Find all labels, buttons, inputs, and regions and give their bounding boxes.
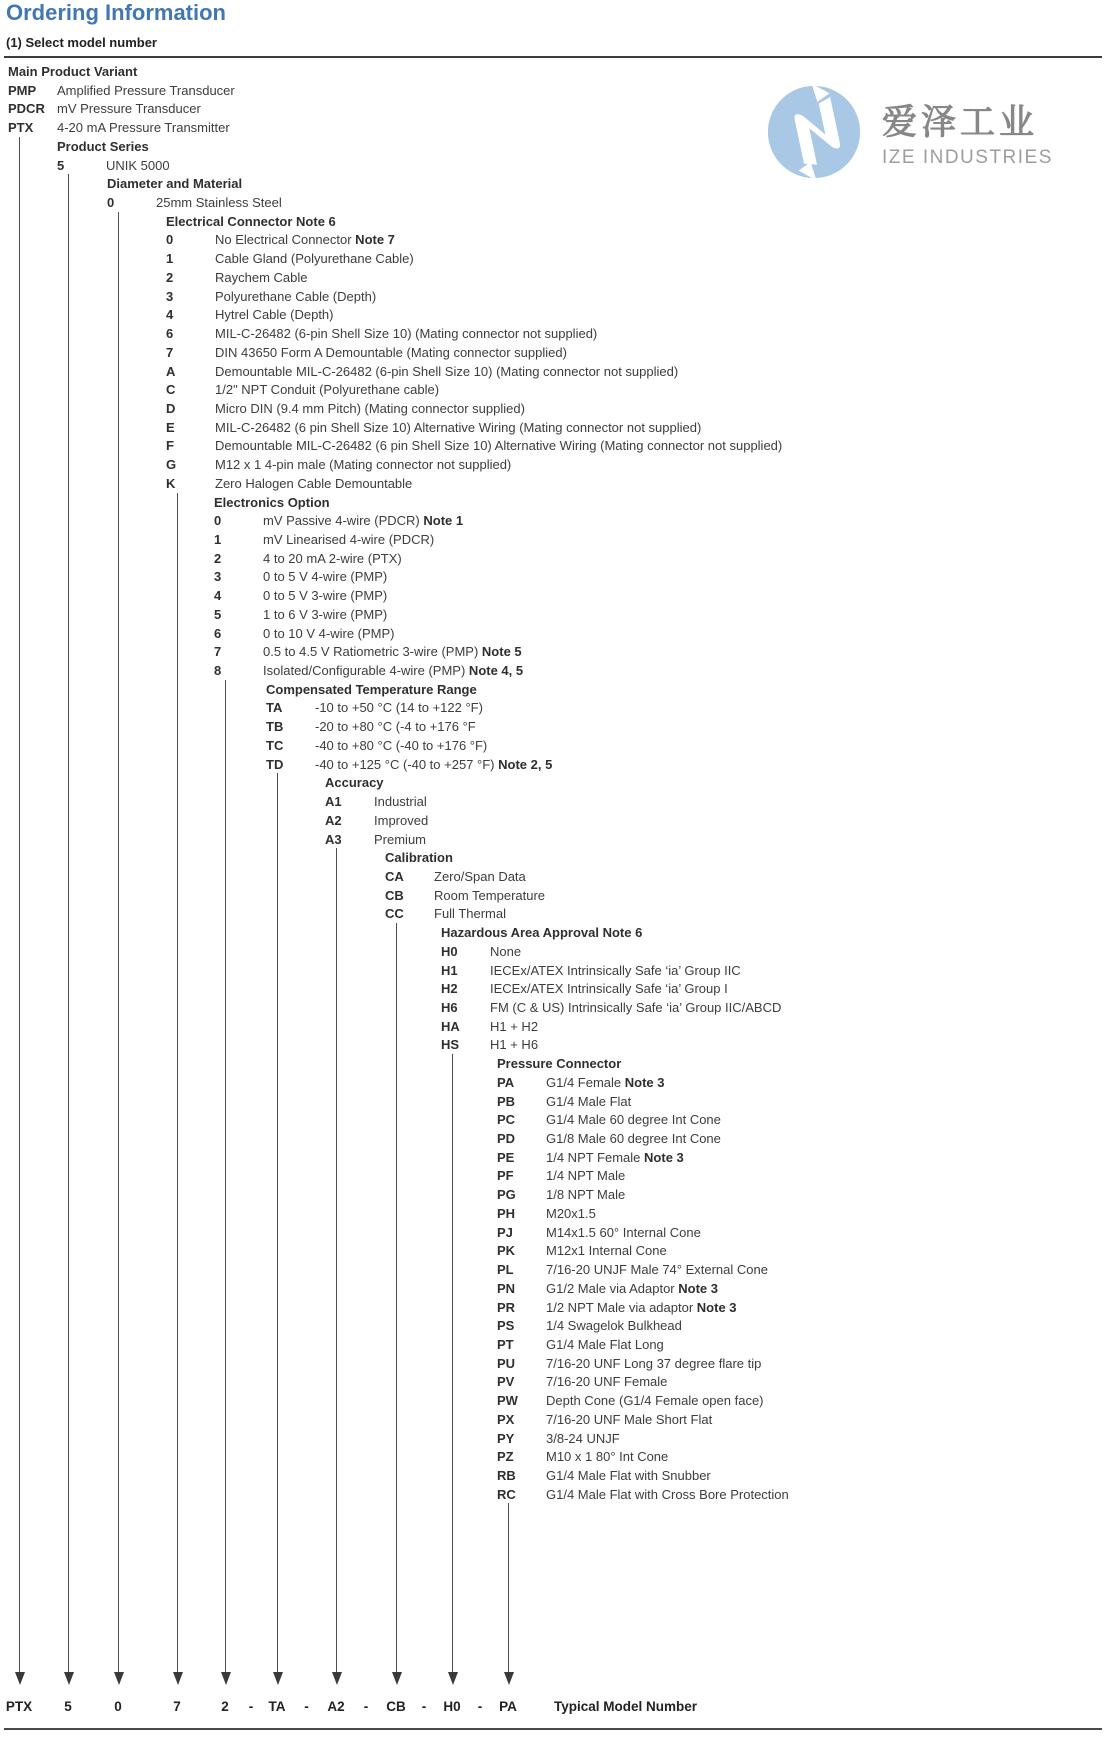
section-header <box>0 176 1108 195</box>
model-code-separator: - <box>304 1699 309 1714</box>
option-row <box>0 158 1108 177</box>
option-description: G1/4 Male Flat with Snubber <box>546 1468 711 1483</box>
option-note: Note 3 <box>621 1074 665 1090</box>
model-code-separator: - <box>477 1699 483 1714</box>
option-row <box>0 1337 1108 1356</box>
option-description: 1/8 NPT Male <box>546 1187 626 1203</box>
option-code: 3 <box>214 569 222 585</box>
option-row <box>0 401 1108 420</box>
section-header <box>0 1056 1108 1075</box>
option-code: PS <box>497 1318 515 1334</box>
option-description: 7/16-20 UNJF Male 74° External Cone <box>546 1262 768 1278</box>
option-description: Full Thermal <box>434 906 507 922</box>
option-row <box>0 532 1108 551</box>
connector-line <box>177 493 178 1672</box>
option-code: A1 <box>325 794 342 810</box>
option-description: 7/16-20 UNF Long 37 degree flare tip <box>546 1355 762 1371</box>
option-row <box>0 1206 1108 1225</box>
option-description: 4 to 20 mA 2-wire (PTX) <box>263 550 402 566</box>
option-row <box>0 551 1108 570</box>
option-description: Premium <box>374 831 427 847</box>
option-row <box>0 1487 1108 1506</box>
section-header-label: Product Series <box>57 138 149 154</box>
option-code: RC <box>497 1486 516 1502</box>
option-description: Polyurethane Cable (Depth) <box>215 288 377 304</box>
option-description: UNIK 5000 <box>106 157 170 173</box>
option-code: 0 <box>166 232 174 248</box>
option-description: Zero Halogen Cable Demountable <box>215 475 413 491</box>
option-note: Note 3 <box>674 1280 718 1296</box>
option-row <box>0 663 1108 682</box>
option-row <box>0 1000 1108 1019</box>
section-header <box>0 682 1108 701</box>
option-code: 4 <box>166 307 174 323</box>
option-code: 6 <box>214 625 222 641</box>
option-row <box>0 757 1108 776</box>
ize-logo-english: IZE INDUSTRIES <box>882 147 1053 168</box>
option-description: M10 x 1 80° Int Cone <box>546 1449 669 1465</box>
model-code-separator: - <box>421 1699 427 1714</box>
down-arrow-icon <box>332 1672 342 1685</box>
option-row <box>0 1131 1108 1150</box>
option-note: Note 4, 5 <box>465 663 524 679</box>
option-code: D <box>166 400 176 416</box>
model-code-segment: 0 <box>114 1699 122 1714</box>
option-row <box>0 1150 1108 1169</box>
option-code: CB <box>385 887 404 903</box>
connector-line <box>508 1503 509 1672</box>
section-header <box>0 64 1108 83</box>
option-row <box>0 1318 1108 1337</box>
option-note: Note 1 <box>419 513 464 529</box>
model-code-separator: - <box>363 1699 369 1714</box>
section-header-label: Electrical Connector Note 6 <box>166 213 336 229</box>
down-arrow-icon <box>392 1672 402 1685</box>
option-code: 4 <box>214 588 222 604</box>
option-code: 5 <box>214 606 222 622</box>
option-description: Isolated/Configurable 4-wire (PMP) Note 4, 5 <box>263 663 524 679</box>
connector-line <box>68 174 69 1672</box>
option-row <box>0 906 1108 925</box>
option-description: 1 to 6 V 3-wire (PMP) <box>263 606 388 622</box>
down-arrow-icon <box>448 1672 458 1685</box>
option-row <box>0 270 1108 289</box>
option-code: PV <box>497 1374 515 1390</box>
option-row <box>0 1300 1108 1319</box>
option-row <box>0 813 1108 832</box>
option-description: MIL-C-26482 (6 pin Shell Size 10) Alternative Wiring (Mating connector not supplied) <box>215 419 702 435</box>
option-row <box>0 1112 1108 1131</box>
option-description: -40 to +80 °C (-40 to +176 °F) <box>315 737 488 753</box>
down-arrow-icon <box>114 1672 124 1685</box>
section-header <box>0 214 1108 233</box>
model-code-segment: 5 <box>64 1699 72 1714</box>
option-row <box>0 588 1108 607</box>
option-row <box>0 832 1108 851</box>
connector-line <box>225 680 226 1672</box>
section-header <box>0 925 1108 944</box>
option-code: PDCR <box>8 101 45 117</box>
option-row <box>0 981 1108 1000</box>
option-code: A2 <box>325 812 342 828</box>
option-row <box>0 1019 1108 1038</box>
option-row <box>0 607 1108 626</box>
option-code: PD <box>497 1131 516 1147</box>
option-code: E <box>166 419 175 435</box>
option-row <box>0 1356 1108 1375</box>
option-code: PK <box>497 1243 516 1259</box>
option-description: 1/4 Swagelok Bulkhead <box>546 1318 682 1334</box>
option-code: 3 <box>166 288 174 304</box>
option-description: Demountable MIL-C-26482 (6-pin Shell Size 10) (Mating connector not supplied) <box>215 363 679 379</box>
option-row <box>0 644 1108 663</box>
connector-line <box>452 1054 453 1672</box>
section-header-label: Main Product Variant <box>8 64 138 79</box>
option-note: Note 5 <box>478 644 522 660</box>
option-row <box>0 1243 1108 1262</box>
option-code: PX <box>497 1411 515 1427</box>
option-row <box>0 120 1108 139</box>
option-code: PG <box>497 1187 516 1203</box>
section-header <box>0 850 1108 869</box>
model-code-segment: 2 <box>221 1699 229 1714</box>
option-code: TB <box>266 719 284 735</box>
option-code: PN <box>497 1280 516 1296</box>
page-title: Ordering Information <box>6 0 226 25</box>
option-description: mV Passive 4-wire (PDCR) Note 1 <box>263 513 464 529</box>
option-row <box>0 307 1108 326</box>
option-code: TA <box>266 700 283 716</box>
option-code: PT <box>497 1336 514 1352</box>
option-note: Note 3 <box>640 1149 684 1165</box>
option-description: Industrial <box>374 794 427 810</box>
option-code: PF <box>497 1168 514 1184</box>
option-description: 1/2" NPT Conduit (Polyurethane cable) <box>215 382 440 398</box>
option-row <box>0 345 1108 364</box>
option-row <box>0 1094 1108 1113</box>
option-code: TC <box>266 737 284 753</box>
option-description: No Electrical Connector Note 7 <box>215 232 395 248</box>
option-code: 2 <box>214 550 222 566</box>
typical-model-number-label: Typical Model Number <box>554 1699 698 1714</box>
option-row <box>0 476 1108 495</box>
option-code: PJ <box>497 1224 513 1240</box>
option-description: Depth Cone (G1/4 Female open face) <box>546 1393 764 1409</box>
option-code: HA <box>441 1018 460 1034</box>
option-code: PMP <box>8 82 37 98</box>
option-code: 5 <box>57 157 65 173</box>
option-description: -20 to +80 °C (-4 to +176 °F <box>315 719 476 735</box>
option-row <box>0 364 1108 383</box>
option-description: Room Temperature <box>434 887 546 903</box>
option-row <box>0 326 1108 345</box>
option-description: 7/16-20 UNF Male Short Flat <box>546 1411 713 1427</box>
option-row <box>0 438 1108 457</box>
option-code: 8 <box>214 663 222 679</box>
section-header-label: Accuracy <box>325 775 384 791</box>
option-description: 25mm Stainless Steel <box>156 195 282 211</box>
option-description: 1/4 NPT Female Note 3 <box>546 1149 684 1165</box>
option-row <box>0 382 1108 401</box>
option-code: 7 <box>214 644 222 660</box>
option-code: PZ <box>497 1449 514 1465</box>
down-arrow-icon <box>221 1672 231 1685</box>
option-description: 4-20 mA Pressure Transmitter <box>57 120 230 136</box>
option-row <box>0 738 1108 757</box>
option-description: G1/4 Male Flat with Cross Bore Protection <box>546 1486 789 1502</box>
connector-line <box>118 212 119 1672</box>
option-row <box>0 83 1108 102</box>
option-row <box>0 794 1108 813</box>
option-description: G1/8 Male 60 degree Int Cone <box>546 1131 721 1147</box>
option-row <box>0 719 1108 738</box>
option-description: 7/16-20 UNF Female <box>546 1374 668 1390</box>
option-description: MIL-C-26482 (6-pin Shell Size 10) (Mating connector not supplied) <box>215 326 598 342</box>
option-description: Zero/Span Data <box>434 868 526 884</box>
option-code: CC <box>385 906 404 922</box>
option-row <box>0 1281 1108 1300</box>
option-description: 0.5 to 4.5 V Ratiometric 3-wire (PMP) Note 5 <box>263 644 522 660</box>
option-code: G <box>166 457 177 473</box>
option-note: Note 2, 5 <box>494 756 553 772</box>
option-code: H0 <box>441 943 458 959</box>
option-code: PL <box>497 1262 514 1278</box>
section-header-label: Pressure Connector <box>497 1056 622 1072</box>
option-description: Raychem Cable <box>215 269 308 285</box>
option-description: -40 to +125 °C (-40 to +257 °F) Note 2, 5 <box>315 756 553 772</box>
option-row <box>0 1468 1108 1487</box>
option-code: PC <box>497 1112 516 1128</box>
step-heading: (1) Select model number <box>6 35 157 50</box>
option-code: PU <box>497 1355 516 1371</box>
option-description: Improved <box>374 812 429 828</box>
model-code-segment: PA <box>499 1699 517 1714</box>
option-description: mV Linearised 4-wire (PDCR) <box>263 532 435 547</box>
option-description: mV Pressure Transducer <box>57 101 201 117</box>
section-header-label: Calibration <box>385 850 453 866</box>
option-row <box>0 232 1108 251</box>
option-code: HS <box>441 1037 460 1053</box>
option-description: None <box>490 943 522 959</box>
option-row <box>0 888 1108 907</box>
option-code: 6 <box>166 326 174 342</box>
option-row <box>0 1168 1108 1187</box>
option-description: M12 x 1 4-pin male (Mating connector not supplied) <box>215 457 512 473</box>
option-row <box>0 626 1108 645</box>
option-code: PW <box>497 1393 518 1409</box>
option-description: G1/4 Male Flat <box>546 1093 632 1109</box>
option-row <box>0 195 1108 214</box>
option-row <box>0 963 1108 982</box>
option-description: 0 to 10 V 4-wire (PMP) <box>263 625 395 641</box>
option-description: 0 to 5 V 4-wire (PMP) <box>263 569 388 585</box>
model-code-segment: PTX <box>5 1699 33 1714</box>
option-code: PH <box>497 1205 516 1221</box>
option-note: Note 7 <box>351 232 395 248</box>
option-description: DIN 43650 Form A Demountable (Mating connector supplied) <box>215 344 567 360</box>
option-code: C <box>166 382 176 398</box>
option-row <box>0 420 1108 439</box>
option-code: F <box>166 438 174 454</box>
option-description: Cable Gland (Polyurethane Cable) <box>215 251 414 267</box>
model-code-segment: 7 <box>173 1699 181 1714</box>
option-description: -10 to +50 °C (14 to +122 °F) <box>315 700 483 716</box>
section-header <box>0 139 1108 158</box>
option-code: H2 <box>441 981 458 997</box>
section-header <box>0 775 1108 794</box>
connector-line <box>19 137 20 1672</box>
option-description: Amplified Pressure Transducer <box>57 82 235 98</box>
option-row <box>0 944 1108 963</box>
option-description: FM (C & US) Intrinsically Safe ‘ia’ Group IIC/ABCD <box>490 1000 782 1015</box>
option-row <box>0 1449 1108 1468</box>
option-description: Demountable MIL-C-26482 (6 pin Shell Size 10) Alternative Wiring (Mating connector not supplied) <box>215 438 783 454</box>
option-code: K <box>166 475 176 491</box>
option-code: H1 <box>441 962 458 978</box>
option-row <box>0 457 1108 476</box>
option-code: 0 <box>214 513 222 529</box>
option-row <box>0 289 1108 308</box>
option-row <box>0 569 1108 588</box>
option-code: 0 <box>107 195 115 211</box>
down-arrow-icon <box>64 1672 74 1685</box>
model-code-segment: CB <box>386 1699 406 1714</box>
option-row <box>0 101 1108 120</box>
option-row <box>0 513 1108 532</box>
option-row <box>0 1374 1108 1393</box>
option-code: 2 <box>166 269 174 285</box>
option-row <box>0 1187 1108 1206</box>
option-note: Note 3 <box>693 1299 737 1315</box>
option-row <box>0 1393 1108 1412</box>
option-row <box>0 700 1108 719</box>
section-header-label: Compensated Temperature Range <box>266 681 477 697</box>
model-code-segment: TA <box>268 1699 286 1714</box>
option-description: Hytrel Cable (Depth) <box>215 307 334 323</box>
option-code: PA <box>497 1074 515 1090</box>
option-row <box>0 1262 1108 1281</box>
option-description: G1/4 Male 60 degree Int Cone <box>546 1112 721 1128</box>
option-row <box>0 1431 1108 1450</box>
option-code: A3 <box>325 831 342 847</box>
option-row <box>0 1225 1108 1244</box>
option-code: PY <box>497 1430 515 1446</box>
section-header-label: Hazardous Area Approval Note 6 <box>441 925 643 941</box>
connector-line <box>396 923 397 1672</box>
down-arrow-icon <box>504 1672 514 1685</box>
bottom-divider <box>4 1728 1102 1730</box>
top-divider <box>4 56 1102 58</box>
option-description: M20x1.5 <box>546 1205 596 1221</box>
option-description: 0 to 5 V 3-wire (PMP) <box>263 588 388 604</box>
option-code: PB <box>497 1093 516 1109</box>
option-code: 1 <box>214 532 222 547</box>
connector-line <box>277 773 278 1672</box>
option-description: G1/4 Male Flat Long <box>546 1336 664 1352</box>
option-code: PE <box>497 1149 515 1165</box>
option-row <box>0 869 1108 888</box>
option-row <box>0 1075 1108 1094</box>
option-description: M14x1.5 60° Internal Cone <box>546 1224 701 1240</box>
option-description: M12x1 Internal Cone <box>546 1243 667 1259</box>
option-code: PR <box>497 1299 516 1315</box>
option-code: 7 <box>166 344 174 360</box>
option-description: G1/2 Male via Adaptor Note 3 <box>546 1280 718 1296</box>
section-header <box>0 495 1108 514</box>
option-description: 1/2 NPT Male via adaptor Note 3 <box>546 1299 737 1315</box>
option-description: 3/8-24 UNJF <box>546 1430 620 1446</box>
model-code-segment: H0 <box>443 1699 461 1714</box>
option-description: 1/4 NPT Male <box>546 1168 626 1184</box>
option-description: Micro DIN (9.4 mm Pitch) (Mating connector supplied) <box>215 400 525 416</box>
section-header-label: Electronics Option <box>214 494 330 510</box>
model-code-segment: A2 <box>327 1699 345 1714</box>
option-code: CA <box>385 868 404 884</box>
down-arrow-icon <box>15 1672 25 1685</box>
section-header-label: Diameter and Material <box>107 176 243 192</box>
option-code: PTX <box>8 120 34 136</box>
option-code: RB <box>497 1468 516 1483</box>
down-arrow-icon <box>273 1672 283 1685</box>
option-row <box>0 1412 1108 1431</box>
option-row <box>0 1037 1108 1056</box>
option-code: H6 <box>441 1000 458 1015</box>
option-description: H1 + H2 <box>490 1018 539 1034</box>
option-code: TD <box>266 756 284 772</box>
option-description: IECEx/ATEX Intrinsically Safe ‘ia’ Group IIC <box>490 962 741 978</box>
option-description: G1/4 Female Note 3 <box>546 1074 665 1090</box>
connector-line <box>336 848 337 1672</box>
down-arrow-icon <box>173 1672 183 1685</box>
option-code: 1 <box>166 251 174 267</box>
option-code: A <box>166 363 176 379</box>
option-description: H1 + H6 <box>490 1037 539 1053</box>
model-code-separator: - <box>248 1699 254 1714</box>
ize-logo-chinese: 爱泽工业 <box>882 103 1039 142</box>
option-description: IECEx/ATEX Intrinsically Safe ‘ia’ Group I <box>490 981 728 997</box>
option-row <box>0 251 1108 270</box>
